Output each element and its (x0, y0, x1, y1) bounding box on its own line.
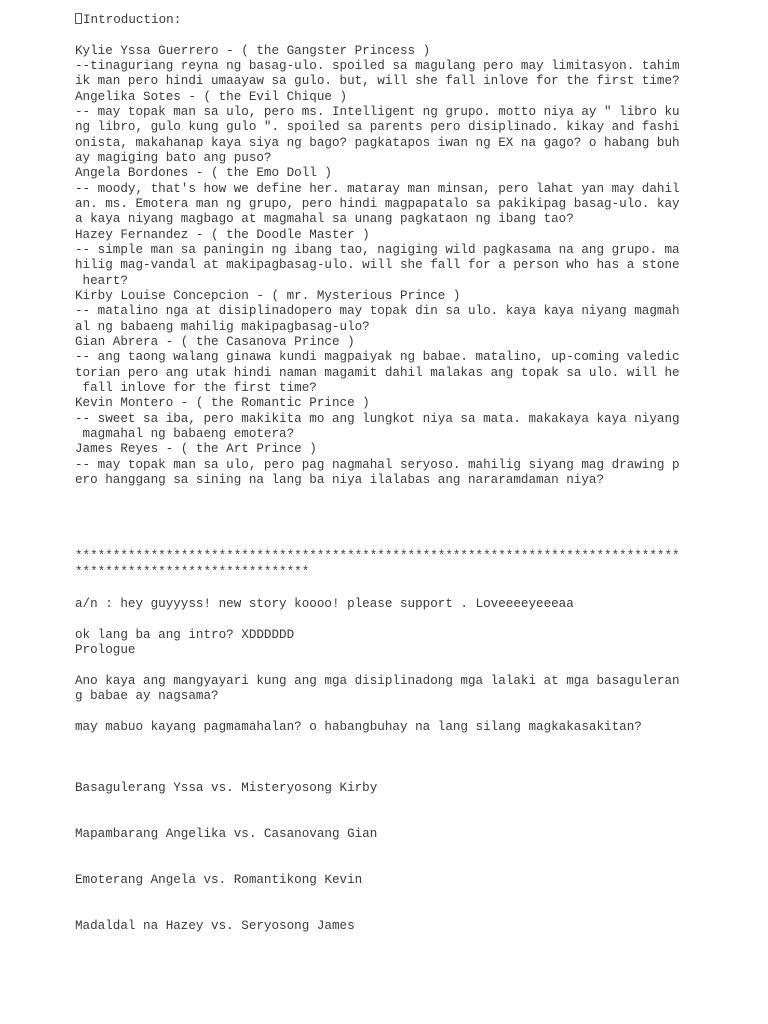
character-title: Angelika Sotes - ( the Evil Chique ) (75, 90, 348, 104)
character-description-line: --tinaguriang reyna ng basag-ulo. spoiled sa magulang pero may limitasyon. tahim (75, 59, 680, 73)
character-description-line: ik man pero hindi umaayaw sa gulo. but, will she fall inlove for the first time? (75, 74, 680, 88)
character-description-line: heart? (75, 274, 128, 288)
character-description-line: an. ms. Emotera man ng grupo, pero hindi magpapatalo sa pakikipag basag-ulo. kay (75, 197, 680, 211)
character-description-line: -- ang taong walang ginawa kundi magpaiyak ng babae. matalino, up-coming valedic (75, 350, 680, 364)
pairing-line: Madaldal na Hazey vs. Seryosong James (75, 919, 355, 933)
character-description-line: hilig mag-vandal at makipagbasag-ulo. will she fall for a person who has a stone (75, 258, 680, 272)
character-description-line: -- moody, that's how we define her. mataray man minsan, pero lahat yan may dahil (75, 182, 680, 196)
character-description-line: ero hanggang sa sining na lang ba niya ilalabas ang nararamdaman niya? (75, 473, 605, 487)
character-description-line: magmahal ng babaeng emotera? (75, 427, 295, 441)
section-heading (75, 13, 181, 28)
character-title: Kirby Louise Concepcion - ( mr. Mysterious Prince ) (75, 289, 461, 303)
character-description-line: -- may topak man sa ulo, pero pag nagmahal seryoso. mahilig siyang mag drawing p (75, 458, 680, 472)
character-description-line: al ng babaeng mahilig makipagbasag-ulo? (75, 320, 370, 334)
author-note: a/n : hey guyyyss! new story koooo! please support . Loveeeeyeeeaa (75, 597, 574, 611)
character-title: Kevin Montero - ( the Romantic Prince ) (75, 396, 370, 410)
prologue-line: g babae ay nagsama? (75, 689, 219, 703)
character-description-line: onista, makahanap kaya siya ng bago? pagkatapos iwan ng EX na gago? o habang buh (75, 136, 680, 150)
prologue-title: Prologue (75, 643, 136, 657)
character-title: Kylie Yssa Guerrero - ( the Gangster Princess ) (75, 44, 431, 58)
character-title: Hazey Fernandez - ( the Doodle Master ) (75, 228, 370, 242)
separator-line: ******************************* (75, 565, 310, 579)
character-title: Gian Abrera - ( the Casanova Prince ) (75, 335, 355, 349)
character-description-line: ay magiging bato ang puso? (75, 151, 272, 165)
character-description-line: -- simple man sa paningin ng ibang tao, nagiging wild pagkasama na ang grupo. ma (75, 243, 680, 257)
pairing-line: Emoterang Angela vs. Romantikong Kevin (75, 873, 363, 887)
character-description-line: torian pero ang utak hindi naman magamit dahil malakas ang topak sa ulo. will he (75, 366, 680, 380)
character-description-line: a kaya niyang magbago at magmahal sa unang pagkataon ng ibang tao? (75, 212, 574, 226)
character-description-line: -- matalino nga at disiplinadopero may topak din sa ulo. kaya kaya niyang magmah (75, 304, 680, 318)
intro-question: ok lang ba ang intro? XDDDDDD (75, 628, 295, 642)
separator-line: ******************************************************************************** (75, 549, 680, 563)
prologue-line: Ano kaya ang mangyayari kung ang mga disiplinadong mga lalaki at mga basaguleran (75, 674, 680, 688)
heading-text: Introduction: (83, 13, 182, 27)
pairing-line: Basagulerang Yssa vs. Misteryosong Kirby (75, 781, 378, 795)
character-description-line: -- may topak man sa ulo, pero ms. Intelligent ng grupo. motto niya ay " libro ku (75, 105, 680, 119)
missing-character-icon (75, 13, 82, 24)
prologue-question: may mabuo kayang pagmamahalan? o habangbuhay na lang silang magkakasakitan? (75, 720, 642, 734)
character-description-line: ng libro, gulo kung gulo ". spoiled sa parents pero disiplinado. kikay and fashi (75, 120, 680, 134)
character-title: James Reyes - ( the Art Prince ) (75, 442, 317, 456)
pairing-line: Mapambarang Angelika vs. Casanovang Gian (75, 827, 378, 841)
character-description-line: -- sweet sa iba, pero makikita mo ang lungkot niya sa mata. makakaya kaya niyang (75, 412, 680, 426)
character-title: Angela Bordones - ( the Emo Doll ) (75, 166, 332, 180)
character-description-line: fall inlove for the first time? (75, 381, 317, 395)
